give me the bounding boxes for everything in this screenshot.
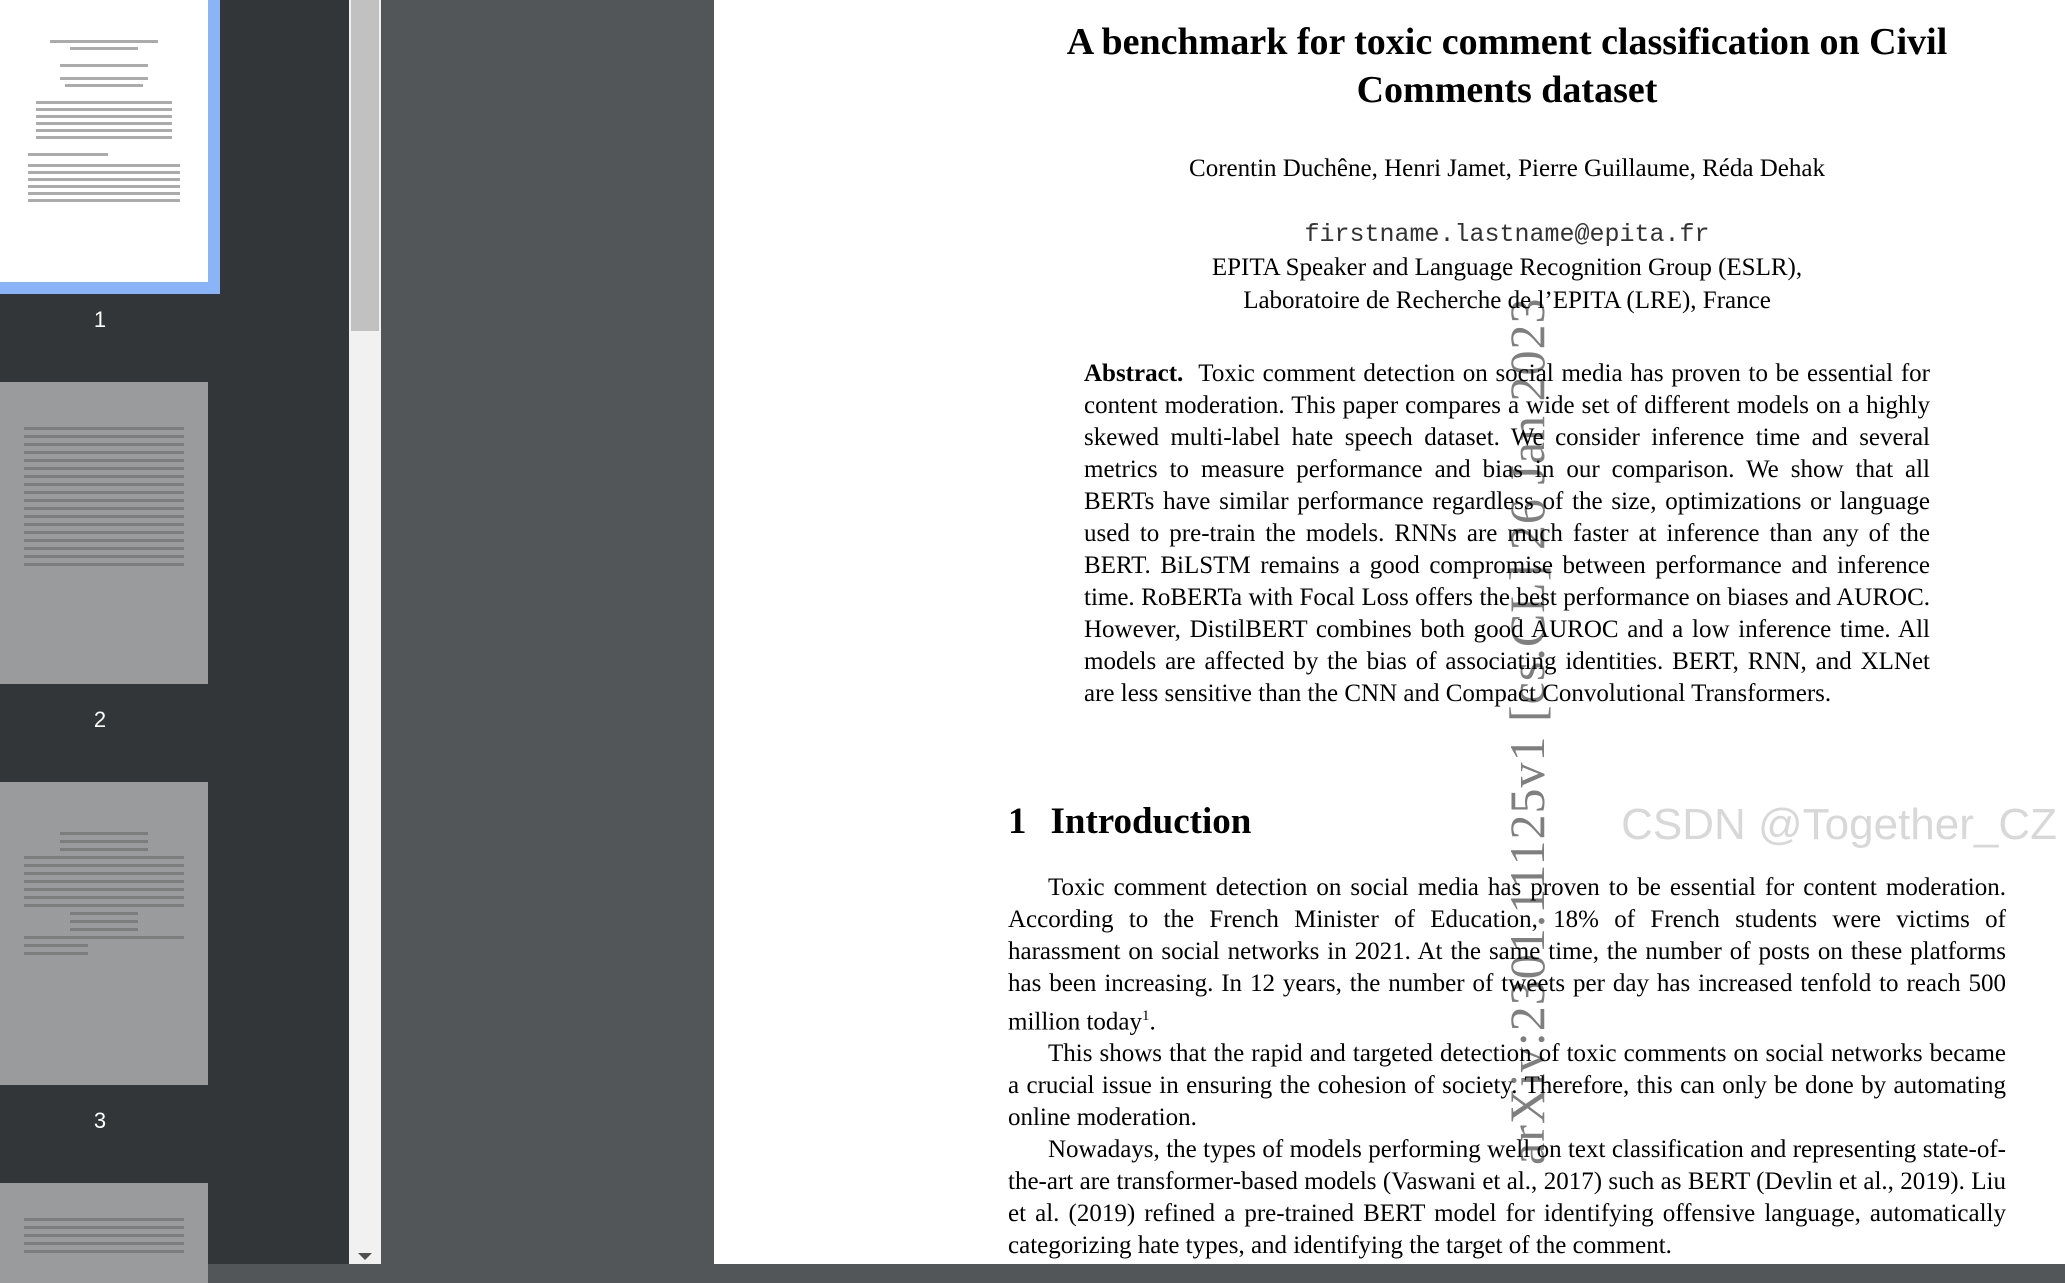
section-heading	[1008, 800, 1275, 843]
pdf-page	[714, 0, 2065, 1264]
paper-title: A benchmark for toxic comment classification on Civil Comments dataset	[1066, 21, 1948, 111]
section-number: 1	[1008, 801, 1027, 842]
affiliation-line: EPITA Speaker and Language Recognition Group (ESLR),	[1211, 254, 1803, 281]
paragraph: This shows that the rapid and targeted detection of toxic comments on social networks became a crucial issue in ensuring the cohesion of society. Therefore, this can only be done by automating online moderation.	[1008, 1040, 2006, 1132]
section-body	[1008, 872, 2006, 1262]
arxiv-stamp: arXiv:2301.11125v1 [cs.CL] 26 Jan 2023	[1499, 297, 1555, 1165]
paragraph-text: Toxic comment detection on social media has proven to be essential for content moderation. According to the French Minister of Education, 18% of French students were victims of harassment on social networks in 2021. At the same time, the number of posts on these platforms has been increasing. In 12 years, the number of tweets per day has increased tenfold to reach 500 million today	[1008, 874, 2006, 1036]
page-thumbnail-2[interactable]	[0, 382, 208, 684]
page-thumbnail-1[interactable]	[0, 0, 208, 282]
scroll-down-arrow-icon[interactable]	[358, 1253, 372, 1260]
affiliation	[994, 251, 2020, 317]
footnote-marker[interactable]: 1	[1142, 1008, 1150, 1024]
thumbnail-page-number: 1	[93, 307, 107, 332]
thumbnail-scrollbar[interactable]	[349, 0, 381, 1264]
page-thumbnail-3[interactable]	[0, 782, 208, 1085]
watermark: CSDN @Together_CZ	[1621, 800, 2057, 849]
paper-authors: Corentin Duchêne, Henri Jamet, Pierre Guillaume, Réda Dehak	[1189, 155, 1825, 182]
scrollbar-thumb[interactable]	[351, 0, 379, 331]
abstract-text: Toxic comment detection on social media has proven to be essential for content moderation. This paper compares a wide set of different models on a highly skewed multi-label hate speech dataset. We consider inference time and several metrics to measure performance and bias in our comparison. We show that all BERTs have similar performance regardless of the size, optimizations or language used to pre-train the models. RNNs are much faster at inference than any of the BERT. BiLSTM remains a good compromise between performance and inference time. RoBERTa with Focal Loss offers the best performance on biases and AUROC. However, DistilBERT combines both good AUROC and a low inference time. All models are affected by the bias of associating identities. BERT, RNN, and XLNet are less sensitive than the CNN and Compact Convolutional Transformers.	[1084, 360, 1930, 707]
thumbnail-page-number: 3	[93, 1108, 107, 1133]
page-thumbnail-4[interactable]	[0, 1183, 208, 1283]
thumbnail-page-number: 2	[93, 707, 107, 732]
paragraph	[1008, 872, 2006, 1038]
abstract-label: Abstract.	[1084, 360, 1184, 387]
abstract	[1084, 358, 1930, 710]
affiliation-line: Laboratoire de Recherche de l’EPITA (LRE), France	[1243, 287, 1771, 314]
paragraph: Nowadays, the types of models performing well on text classification and representing state-of-the-art are transformer-based models (Vaswani et al., 2017) such as BERT (Devlin et al., 2019). Liu et al. (2019) refined a pre-trained BERT model for identifying offensive language, automatically categorizing hate types, and identifying the target of the comment.	[1008, 1136, 2006, 1260]
paragraph-end: .	[1149, 1008, 1156, 1036]
author-email: firstname.lastname@epita.fr	[1304, 220, 1710, 249]
thumbnail-sidebar	[0, 0, 349, 1264]
section-title: Introduction	[1050, 801, 1252, 842]
